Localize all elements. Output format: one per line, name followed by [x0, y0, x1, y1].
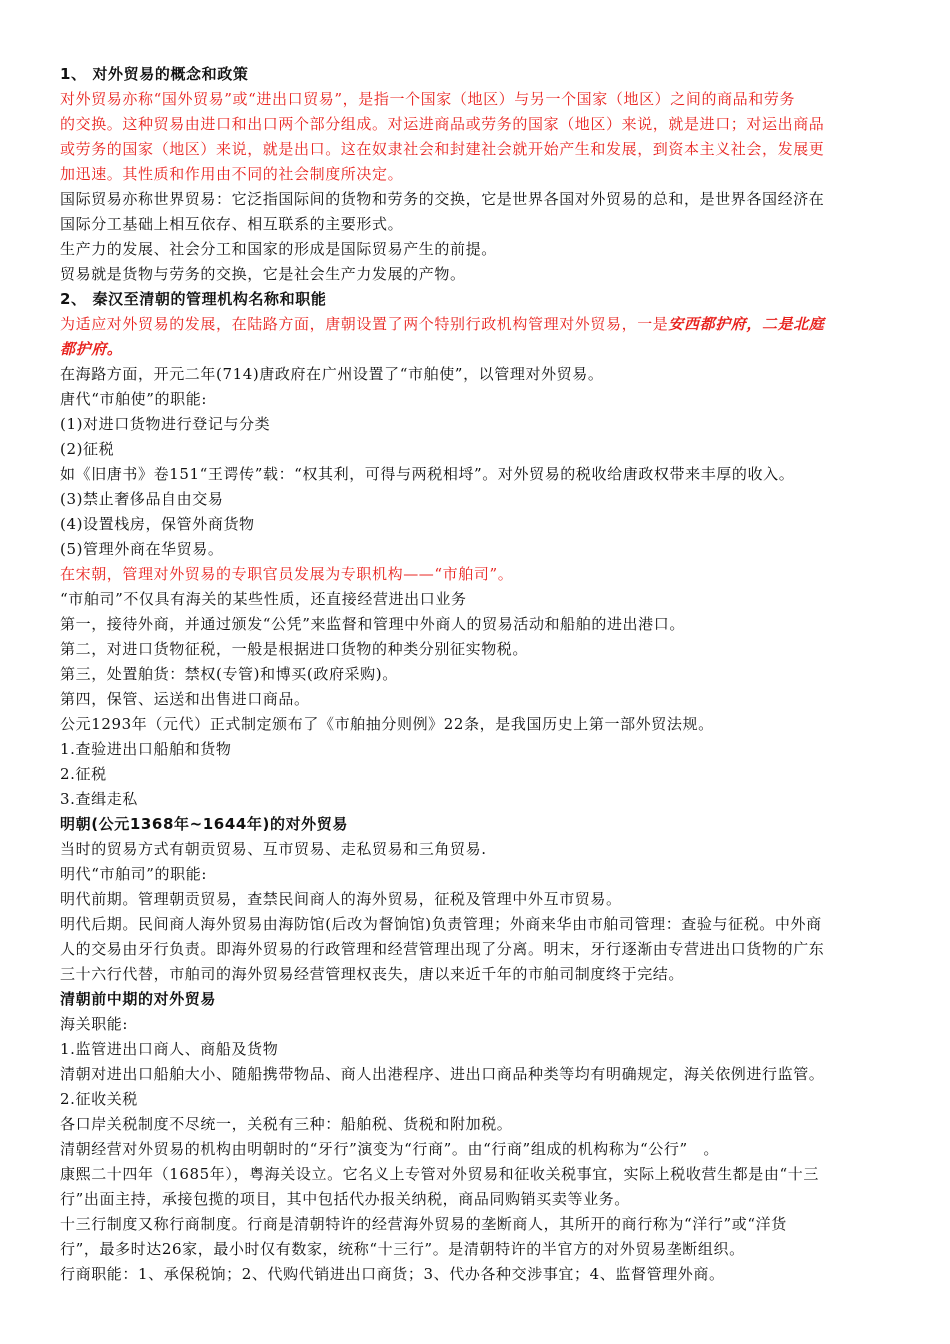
list-item: 1.查验进出口船舶和货物 [60, 740, 232, 758]
list-item: 第一，接待外商，并通过颁发“公凭”来监督和管理中外商人的贸易活动和船舶的进出港口。 [60, 615, 685, 633]
text-line: 唐代“市舶使”的职能: [60, 390, 207, 408]
text-line: 行”出面主持，承接包揽的项目，其中包括代办报关纳税，商品同购销买卖等业务。 [60, 1190, 630, 1208]
text-line: 或劳务的国家（地区）来说，就是出口。这在奴隶社会和封建社会就开始产生和发展，到资本主义社会，发展更 [60, 140, 825, 158]
text-line: “市舶司”不仅具有海关的某些性质，还直接经营进出口业务 [60, 590, 467, 608]
text-line: 在海路方面，开元二年(714)唐政府在广州设置了“市舶使”，以管理对外贸易。 [60, 365, 604, 383]
list-item: (5)管理外商在华贸易。 [60, 540, 224, 558]
paragraph-qing-dynasty [60, 1012, 890, 1287]
text-line: 国际分工基础上相互依存、相互联系的主要形式。 [60, 215, 404, 233]
text-line: 生产力的发展、社会分工和国家的形成是国际贸易产生的前提。 [60, 240, 497, 258]
text-line: 贸易就是货物与劳务的交换，它是社会生产力发展的产物。 [60, 265, 466, 283]
text-line: 海关职能: [60, 1015, 129, 1033]
text-line: 明代后期。民间商人海外贸易由海防馆(后改为督饷馆)负责管理；外商来华由市舶司管理：查验与征税。中外商 [60, 915, 822, 933]
text-line: 各口岸关税制度不尽统一，关税有三种：船舶税、货税和附加税。 [60, 1115, 513, 1133]
text-line: 的交换。这种贸易由进口和出口两个部分组成。对运进商品或劳务的国家（地区）来说，就是进口；对运出商品 [60, 115, 825, 133]
paragraph-shibosi-functions [60, 587, 890, 812]
list-item: (1)对进口货物进行登记与分类 [60, 415, 271, 433]
text-line: 对外贸易亦称“国外贸易”或“进出口贸易”，是指一个国家（地区）与另一个国家（地区）之间的商品和劳务 [60, 90, 796, 108]
text-line: 康熙二十四年（1685年），粤海关设立。它名义上专管对外贸易和征收关税事宜，实际上税收营生都是由“十三 [60, 1165, 819, 1183]
list-item: 第二，对进口货物征税，一般是根据进口货物的种类分别征实物税。 [60, 640, 529, 658]
text-line: 当时的贸易方式有朝贡贸易、互市贸易、走私贸易和三角贸易. [60, 840, 487, 858]
text-line: 行”，最多时达26家，最小时仅有数家，统称“十三行”。是清朝特许的半官方的对外贸易垄断组织。 [60, 1240, 745, 1258]
list-item: 1.监管进出口商人、商船及货物 [60, 1040, 279, 1058]
text-line: 清朝对进出口船舶大小、随船携带物品、商人出港程序、进出口商品种类等均有明确规定，海关依例进行监管。 [60, 1065, 825, 1083]
list-item: (3)禁止奢侈品自由交易 [60, 490, 224, 508]
section-heading-qing: 清朝前中期的对外贸易 [60, 990, 217, 1008]
text-line: 三十六行代替，市舶司的海外贸易经营管理权丧失，唐以来近千年的市舶司制度终于完结。 [60, 965, 685, 983]
text-line: 十三行制度又称行商制度。行商是清朝特许的经营海外贸易的垄断商人，其所开的商行称为“洋行”或“洋货 [60, 1215, 787, 1233]
list-item: 2.征收关税 [60, 1090, 138, 1108]
emphasis-text: 都护府。 [60, 340, 123, 358]
text-line: 明代“市舶司”的职能: [60, 865, 207, 883]
text-line: 加迅速。其性质和作用由不同的社会制度所决定。 [60, 165, 404, 183]
section-heading-ming: 明朝(公元1368年~1644年)的对外贸易 [60, 815, 348, 833]
text-run: 为适应对外贸易的发展，在陆路方面，唐朝设置了两个特别行政机构管理对外贸易，一是 [60, 315, 669, 333]
list-item: 3.查缉走私 [60, 790, 138, 808]
text-line: 公元1293年（元代）正式制定颁布了《市舶抽分则例》22条，是我国历史上第一部外贸法规。 [60, 715, 714, 733]
text-line: 如《旧唐书》卷151“王谔传”载：“权其利，可得与两税相埒”。对外贸易的税收给唐政权带来丰厚的收入。 [60, 465, 795, 483]
list-item: 第四，保管、运送和出售进口商品。 [60, 690, 310, 708]
paragraph-foreign-trade-definition [60, 87, 890, 187]
emphasis-text: 安西都护府，二是北庭 [668, 315, 825, 333]
document-page [60, 62, 890, 1287]
list-item: (2)征税 [60, 440, 115, 458]
list-item: 第三，处置舶货：禁权(专管)和博买(政府采购)。 [60, 665, 398, 683]
list-item: 2.征税 [60, 765, 107, 783]
paragraph-song-dynasty: 在宋朝，管理对外贸易的专职官员发展为专职机构——“市舶司”。 [60, 565, 514, 583]
paragraph-international-trade [60, 187, 890, 287]
text-line [60, 312, 890, 337]
text-line: 人的交易由牙行负责。即海外贸易的行政管理和经营管理出现了分离。明末，牙行逐渐由专营进出口货物的广东 [60, 940, 825, 958]
paragraph-tang-sea-route [60, 362, 890, 562]
paragraph-ming-dynasty [60, 837, 890, 987]
text-line: 清朝经营对外贸易的机构由明朝时的“牙行”演变为“行商”。由“行商”组成的机构称为“公行” 。 [60, 1140, 719, 1158]
text-line: 明代前期。管理朝贡贸易，查禁民间商人的海外贸易，征税及管理中外互市贸易。 [60, 890, 622, 908]
section-heading-1: 1、 对外贸易的概念和政策 [60, 65, 249, 83]
section-heading-2: 2、 秦汉至清朝的管理机构名称和职能 [60, 290, 327, 308]
paragraph-tang-land-route [60, 312, 890, 362]
list-item: (4)设置栈房，保管外商货物 [60, 515, 255, 533]
text-line: 行商职能：1、承保税饷；2、代购代销进出口商货；3、代办各种交涉事宜；4、监督管理外商。 [60, 1265, 725, 1283]
text-line: 国际贸易亦称世界贸易：它泛指国际间的货物和劳务的交换，它是世界各国对外贸易的总和，是世界各国经济在 [60, 190, 825, 208]
